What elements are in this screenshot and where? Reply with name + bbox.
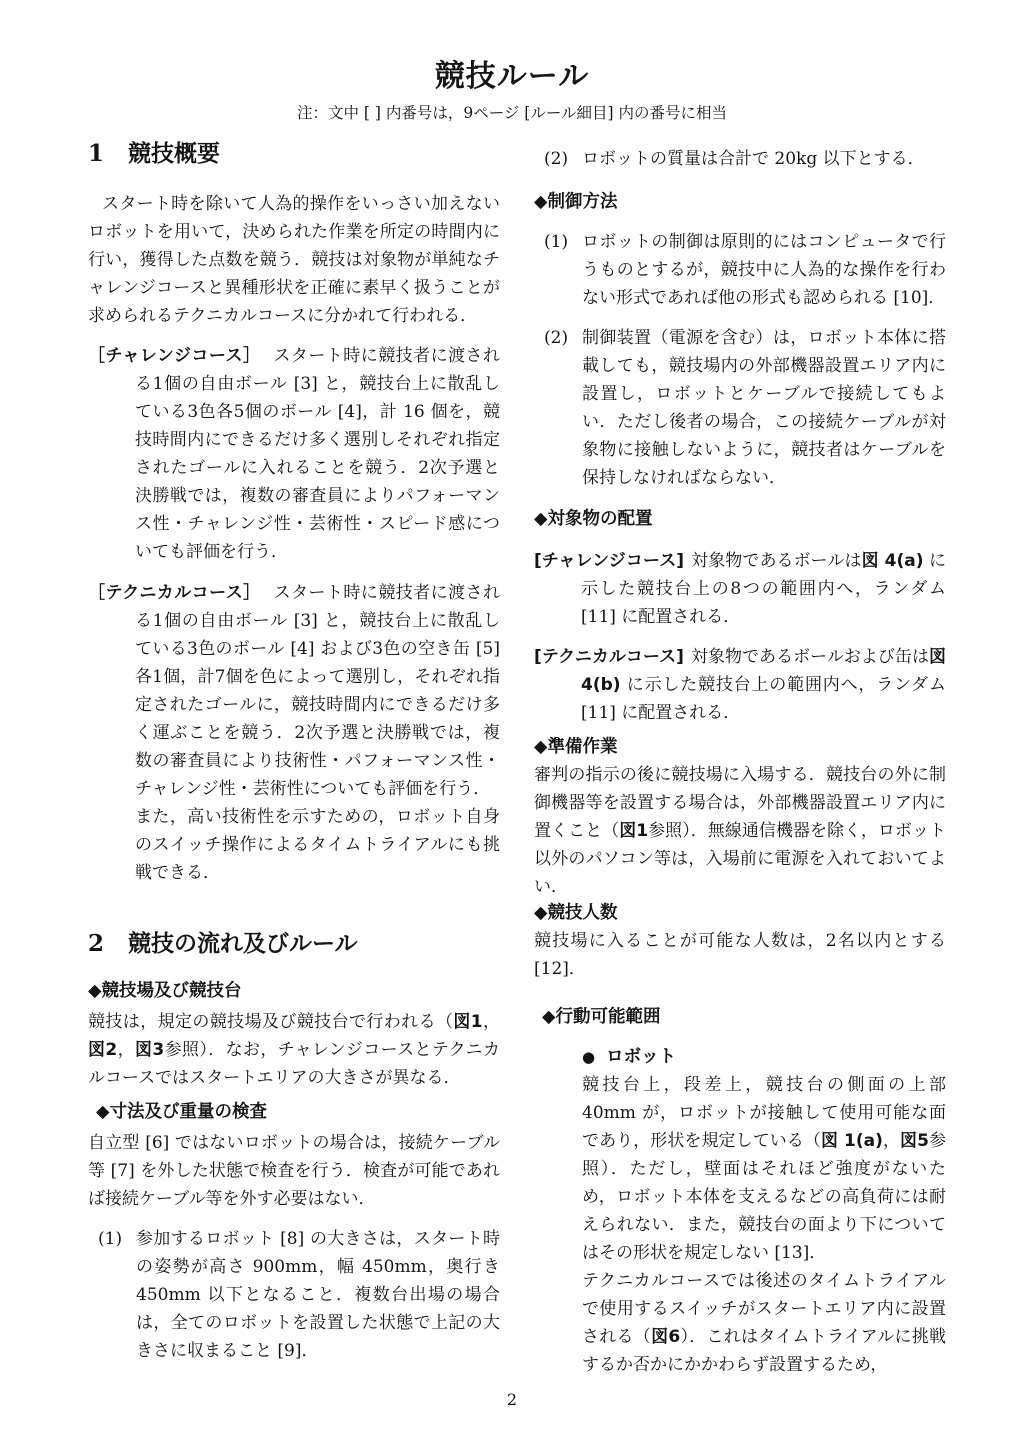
- technical-course-text-2: また，高い技術性を示すための，ロボット自身のスイッチ操作によるタイムトライアルにも挑戦できる．: [135, 807, 500, 883]
- text-run: に示した競技台上の8つの範囲内へ，ランダム [11] に配置される．: [581, 551, 946, 627]
- object-placement-challenge-item: [534, 547, 946, 631]
- technical-course-item: [88, 579, 500, 887]
- robot-item-header: [582, 1043, 946, 1071]
- figure-reference: 図2: [88, 1040, 118, 1060]
- object-placement-technical-item: [534, 643, 946, 727]
- challenge-course-text: スタート時に競技者に渡される1個の自由ボール [3] と，競技台上に散乱している3色各5個のボール [4]，計 16 個を，競技時間内にできるだけ多く選別しそれぞれ指定されたゴールに入れることを競う．2次予選と決勝戦では，複数の審査員によりパフォーマンス性・チャレンジ性・芸術性・スピード感についても評価を行う．: [135, 346, 501, 562]
- text-run: 競技台上，段差上，競技台の側面の上部 40mm が，ロボットが接触して使用可能な面であり，形状を規定している（: [582, 1075, 946, 1151]
- weight-rule-number: (2): [544, 149, 569, 169]
- preparation-heading: ◆準備作業: [534, 737, 618, 757]
- page-title: 競技ルール: [434, 59, 590, 94]
- figure-reference: 図1: [619, 821, 649, 841]
- preparation-paragraph: [534, 761, 946, 901]
- section-1-title: 競技概要: [128, 141, 221, 167]
- text-run: 対象物であるボールは: [691, 551, 862, 571]
- movement-range-heading: ◆行動可能範囲: [542, 1007, 661, 1027]
- object-placement-heading: ◆対象物の配置: [534, 509, 653, 529]
- section-1-intro-paragraph: スタート時を除いて人為的操作をいっさい加えないロボットを用いて，決められた作業を所定の時間内に行い，獲得した点数を競う．競技は対象物が単純なチャレンジコースと異種形状を正確に素早く扱うことが求められるテクニカルコースに分かれて行われる．: [88, 194, 500, 326]
- bullet-icon: ●: [582, 1048, 596, 1066]
- section-2-number: 2: [88, 930, 105, 957]
- two-column-body: [88, 138, 946, 1379]
- venue-paragraph: [88, 1008, 500, 1092]
- section-2-heading: [88, 928, 500, 959]
- text-run: 参照）．なお，チャレンジコースとテクニカルコースではスタートエリアの大きさが異なる．: [88, 1040, 500, 1088]
- text-run: 審判の指示の後に競技場に入場する．競技台の外に制御機器等を設置する場合は，外部機器設置エリア内に置くこと（: [534, 765, 946, 841]
- size-rule-text: 参加するロボット [8] の大きさは，スタート時の姿勢が高さ 900mm，幅 450mm，奥行き 450mm 以下となること．複数台出場の場合は，全てのロボットを設置した状態で上記の大きさに収まること [9]．: [136, 1229, 500, 1361]
- weight-rule-text: ロボットの質量は合計で 20kg 以下とする．: [582, 149, 925, 169]
- left-column: [88, 138, 500, 1379]
- text-run: ，: [117, 1040, 135, 1060]
- size-rule-item: [88, 1225, 500, 1365]
- robot-range-paragraph-2: [582, 1267, 946, 1379]
- technical-course-label: ［テクニカルコース］: [88, 583, 261, 603]
- text-run: 対象物であるボールおよび缶は: [690, 647, 929, 667]
- page-number: 2: [506, 1390, 518, 1409]
- inspection-heading: ◆寸法及び重量の検査: [96, 1102, 267, 1122]
- challenge-course-label: ［チャレンジコース］: [88, 346, 261, 366]
- figure-reference: 図6: [651, 1327, 681, 1347]
- robot-range-item: [534, 1043, 946, 1379]
- participants-heading: ◆競技人数: [534, 903, 618, 923]
- figure-reference: 図 4(a): [861, 551, 924, 571]
- robot-range-paragraph-1: [582, 1071, 946, 1267]
- object-placement-challenge-label: [チャレンジコース]: [534, 551, 685, 571]
- page-footer: [0, 1390, 1024, 1409]
- text-run: ，: [882, 1131, 901, 1151]
- weight-rule-item: [534, 145, 946, 173]
- control-rule-1-text: ロボットの制御は原則的にはコンピュータで行うものとするが，競技中に人為的な操作を行わない形式であれば他の形式も認められる [10]．: [582, 232, 946, 308]
- right-column: [534, 138, 946, 1379]
- robot-item-label: ロボット: [606, 1047, 677, 1067]
- figure-reference: 図 1(a): [820, 1131, 883, 1151]
- text-run: ）．これはタイムトライアルに挑戦するか否かにかかわらず設置するため，: [582, 1327, 946, 1375]
- section-1-number: 1: [88, 140, 105, 167]
- object-placement-technical-label: [テクニカルコース]: [534, 647, 684, 667]
- control-rule-1-number: (1): [544, 232, 569, 252]
- control-rule-2-number: (2): [544, 328, 569, 348]
- section-1-heading: [88, 138, 500, 169]
- inspection-paragraph: 自立型 [6] ではないロボットの場合は，接続ケーブル等 [7] を外した状態で検査を行う．検査が可能であれば接続ケーブル等を外す必要はない．: [88, 1133, 500, 1209]
- participants-paragraph: 競技場に入ることが可能な人数は，2名以内とする [12]．: [534, 931, 946, 979]
- text-run: に示した競技台上の範囲内へ，ランダム [11] に配置される．: [581, 675, 946, 723]
- text-run: テクニカルコースでは後述のタイムトライアルで使用するスイッチがスタートエリア内に設置される（: [582, 1271, 946, 1347]
- text-run: ，: [482, 1012, 500, 1032]
- header-note: 注：文中 [ ] 内番号は，9ページ [ルール細目] 内の番号に相当: [296, 103, 728, 122]
- control-rule-1-item: [534, 228, 946, 312]
- figure-reference: 図1: [453, 1012, 483, 1032]
- text-run: 参照）．無線通信機器を除く，ロボット以外のパソコン等は，入場前に電源を入れておいてよい．: [534, 821, 946, 897]
- control-method-heading: ◆制御方法: [534, 192, 618, 212]
- section-2-title: 競技の流れ及びルール: [128, 931, 358, 957]
- document-header: [0, 58, 1024, 124]
- control-rule-2-item: [534, 324, 946, 492]
- figure-reference: 図3: [134, 1040, 165, 1060]
- figure-reference: 図5: [900, 1131, 929, 1151]
- size-rule-number: (1): [98, 1229, 123, 1249]
- technical-course-text: スタート時に競技者に渡される1個の自由ボール [3] と，競技台上に散乱している3色のボール [4] および3色の空き缶 [5] 各1個，計7個を色によって選別し，それぞれ指定されたゴールに，競技時間内にできるだけ多く運ぶことを競う．2次予選と決勝戦では，複数の審査員により技術性・パフォーマンス性・チャレンジ性・芸術性についても評価を行う．: [135, 583, 501, 799]
- control-rule-2-text: 制御装置（電源を含む）は，ロボット本体に搭載しても，競技場内の外部機器設置エリア内に設置し，ロボットとケーブルで接続してもよい．ただし後者の場合，この接続ケーブルが対象物に接触しないように，競技者はケーブルを保持しなければならない．: [582, 328, 946, 488]
- figure-reference: 図 4(b): [581, 647, 946, 695]
- text-run: 競技は，規定の競技場及び競技台で行われる（: [88, 1012, 454, 1032]
- venue-heading: ◆競技場及び競技台: [88, 981, 242, 1001]
- challenge-course-item: [88, 342, 500, 566]
- text-run: 参照）．ただし，壁面はそれほど強度がないため，ロボット本体を支えるなどの高負荷には耐えられない．また，競技台の面より下についてはその形状を規定しない [13]．: [582, 1131, 947, 1263]
